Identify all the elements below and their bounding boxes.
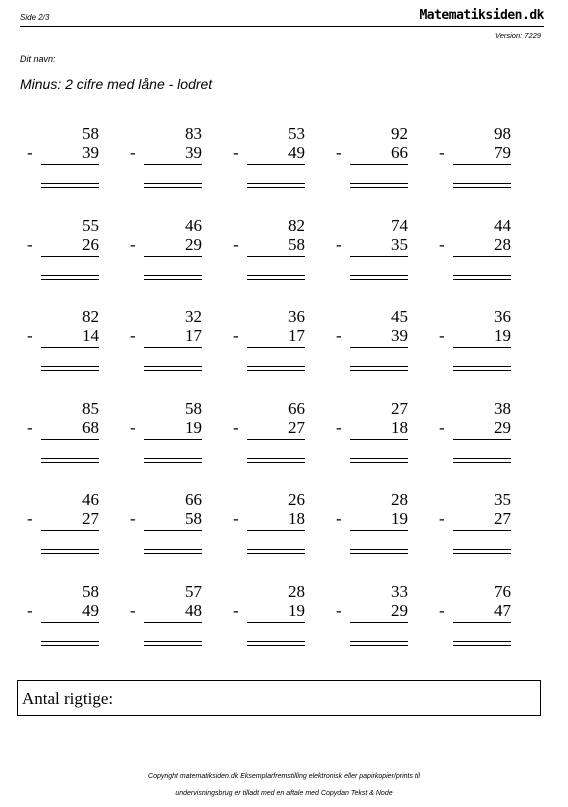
operation-line bbox=[453, 439, 511, 440]
minuend: 82 bbox=[82, 307, 99, 326]
subtrahend: 66 bbox=[391, 143, 408, 162]
operation-line bbox=[350, 164, 408, 165]
copyright-line-1: Copyright matematiksiden.dk Eksemplarfremstilling elektronisk eller papirkopier/prints til bbox=[148, 773, 420, 780]
subtrahend: 35 bbox=[391, 234, 408, 254]
minus-sign: - bbox=[233, 234, 239, 254]
answer-double-line[interactable] bbox=[350, 366, 408, 371]
minuend: 32 bbox=[185, 307, 202, 326]
minus-sign: - bbox=[439, 234, 445, 254]
answer-double-line[interactable] bbox=[453, 275, 511, 280]
minuend: 27 bbox=[391, 398, 408, 418]
answer-double-line[interactable] bbox=[144, 458, 202, 463]
minus-sign: - bbox=[130, 509, 136, 528]
subtraction-problem bbox=[439, 307, 519, 377]
minus-sign: - bbox=[336, 326, 342, 345]
minuend: 28 bbox=[288, 581, 305, 601]
minuend: 58 bbox=[82, 124, 99, 143]
operation-line bbox=[350, 347, 408, 348]
minuend: 26 bbox=[288, 490, 305, 509]
subtrahend: 47 bbox=[494, 600, 511, 620]
subtraction-problem bbox=[233, 582, 313, 652]
answer-double-line[interactable] bbox=[453, 366, 511, 371]
name-label: Dit navn: bbox=[20, 54, 56, 64]
answer-double-line[interactable] bbox=[453, 641, 511, 646]
subtraction-problem bbox=[233, 216, 313, 286]
operation-line bbox=[247, 439, 305, 440]
header-rule bbox=[20, 26, 544, 27]
minuend: 36 bbox=[494, 307, 511, 326]
subtraction-problem bbox=[27, 216, 107, 286]
operation-line bbox=[247, 164, 305, 165]
operation-line bbox=[41, 256, 99, 257]
minuend: 38 bbox=[494, 398, 511, 418]
answer-double-line[interactable] bbox=[41, 183, 99, 188]
subtraction-problem bbox=[336, 399, 416, 469]
subtrahend: 49 bbox=[288, 143, 305, 162]
subtraction-problem bbox=[130, 124, 210, 194]
subtraction-problem bbox=[336, 490, 416, 560]
operation-line bbox=[350, 622, 408, 623]
minus-sign: - bbox=[233, 143, 239, 162]
subtrahend: 29 bbox=[185, 234, 202, 254]
subtrahend: 27 bbox=[288, 417, 305, 437]
operation-line bbox=[453, 530, 511, 531]
answer-double-line[interactable] bbox=[247, 458, 305, 463]
operation-line bbox=[453, 347, 511, 348]
minus-sign: - bbox=[27, 600, 33, 620]
operation-line bbox=[247, 622, 305, 623]
minuend: 36 bbox=[288, 307, 305, 326]
operation-line bbox=[41, 347, 99, 348]
minus-sign: - bbox=[27, 326, 33, 345]
answer-double-line[interactable] bbox=[350, 641, 408, 646]
minus-sign: - bbox=[439, 326, 445, 345]
operation-line bbox=[144, 530, 202, 531]
subtraction-problem bbox=[27, 399, 107, 469]
minus-sign: - bbox=[336, 600, 342, 620]
subtraction-problem bbox=[130, 216, 210, 286]
subtraction-problem bbox=[439, 399, 519, 469]
subtrahend: 17 bbox=[288, 326, 305, 345]
minus-sign: - bbox=[27, 234, 33, 254]
operation-line bbox=[144, 622, 202, 623]
subtraction-problem bbox=[130, 490, 210, 560]
answer-double-line[interactable] bbox=[453, 183, 511, 188]
minuend: 98 bbox=[494, 124, 511, 143]
copyright-footer bbox=[0, 768, 568, 802]
minus-sign: - bbox=[439, 509, 445, 528]
minus-sign: - bbox=[439, 600, 445, 620]
subtrahend: 18 bbox=[391, 417, 408, 437]
minuend: 46 bbox=[185, 215, 202, 235]
answer-double-line[interactable] bbox=[453, 549, 511, 554]
answer-double-line[interactable] bbox=[41, 366, 99, 371]
operation-line bbox=[41, 439, 99, 440]
answer-double-line[interactable] bbox=[453, 458, 511, 463]
minuend: 53 bbox=[288, 124, 305, 143]
worksheet-title: Minus: 2 cifre med låne - lodret bbox=[20, 76, 213, 92]
operation-line bbox=[247, 347, 305, 348]
minuend: 57 bbox=[185, 581, 202, 601]
subtrahend: 27 bbox=[82, 509, 99, 528]
minuend: 58 bbox=[82, 581, 99, 601]
subtrahend: 19 bbox=[288, 600, 305, 620]
minuend: 66 bbox=[185, 490, 202, 509]
minuend: 33 bbox=[391, 581, 408, 601]
page-number: Side 2/3 bbox=[20, 13, 50, 22]
subtrahend: 48 bbox=[185, 600, 202, 620]
subtrahend: 27 bbox=[494, 509, 511, 528]
minuend: 92 bbox=[391, 124, 408, 143]
answer-double-line[interactable] bbox=[41, 275, 99, 280]
subtraction-problem bbox=[233, 490, 313, 560]
subtraction-problem bbox=[130, 399, 210, 469]
subtrahend: 39 bbox=[185, 143, 202, 162]
subtraction-problem bbox=[27, 490, 107, 560]
operation-line bbox=[144, 164, 202, 165]
operation-line bbox=[41, 530, 99, 531]
minus-sign: - bbox=[130, 600, 136, 620]
minus-sign: - bbox=[233, 509, 239, 528]
minuend: 66 bbox=[288, 398, 305, 418]
version-label: Version: 7229 bbox=[494, 31, 541, 40]
minuend: 85 bbox=[82, 398, 99, 418]
answer-double-line[interactable] bbox=[144, 641, 202, 646]
operation-line bbox=[41, 622, 99, 623]
answer-double-line[interactable] bbox=[350, 458, 408, 463]
answer-double-line[interactable] bbox=[247, 275, 305, 280]
minus-sign: - bbox=[27, 417, 33, 437]
answer-double-line[interactable] bbox=[247, 183, 305, 188]
subtrahend: 68 bbox=[82, 417, 99, 437]
minuend: 45 bbox=[391, 307, 408, 326]
minuend: 83 bbox=[185, 124, 202, 143]
subtraction-problem bbox=[336, 307, 416, 377]
subtrahend: 39 bbox=[391, 326, 408, 345]
minus-sign: - bbox=[439, 143, 445, 162]
answer-double-line[interactable] bbox=[350, 183, 408, 188]
subtrahend: 39 bbox=[82, 143, 99, 162]
minus-sign: - bbox=[130, 143, 136, 162]
answer-double-line[interactable] bbox=[144, 366, 202, 371]
minus-sign: - bbox=[233, 417, 239, 437]
minuend: 46 bbox=[82, 490, 99, 509]
subtraction-problem bbox=[27, 582, 107, 652]
minus-sign: - bbox=[336, 509, 342, 528]
subtraction-problem bbox=[336, 582, 416, 652]
subtrahend: 19 bbox=[391, 509, 408, 528]
minuend: 28 bbox=[391, 490, 408, 509]
subtraction-problem bbox=[439, 490, 519, 560]
subtraction-problem bbox=[130, 582, 210, 652]
subtraction-problem bbox=[336, 216, 416, 286]
subtraction-problem bbox=[233, 399, 313, 469]
subtrahend: 14 bbox=[82, 326, 99, 345]
subtraction-problem bbox=[27, 124, 107, 194]
answer-double-line[interactable] bbox=[144, 275, 202, 280]
minus-sign: - bbox=[336, 234, 342, 254]
operation-line bbox=[144, 256, 202, 257]
subtrahend: 29 bbox=[391, 600, 408, 620]
subtrahend: 17 bbox=[185, 326, 202, 345]
subtrahend: 19 bbox=[185, 417, 202, 437]
minus-sign: - bbox=[439, 417, 445, 437]
operation-line bbox=[453, 164, 511, 165]
minus-sign: - bbox=[130, 417, 136, 437]
minus-sign: - bbox=[233, 600, 239, 620]
answer-double-line[interactable] bbox=[247, 366, 305, 371]
score-box bbox=[17, 680, 541, 716]
operation-line bbox=[350, 530, 408, 531]
minus-sign: - bbox=[336, 417, 342, 437]
subtrahend: 18 bbox=[288, 509, 305, 528]
minus-sign: - bbox=[27, 509, 33, 528]
subtrahend: 28 bbox=[494, 234, 511, 254]
minuend: 74 bbox=[391, 215, 408, 235]
subtrahend: 26 bbox=[82, 234, 99, 254]
answer-double-line[interactable] bbox=[350, 549, 408, 554]
minus-sign: - bbox=[336, 143, 342, 162]
subtraction-problem bbox=[130, 307, 210, 377]
subtraction-problem bbox=[233, 307, 313, 377]
copyright-line-2: undervisningsbrug er tilladt med en aftale med Copydan Tekst & Node bbox=[175, 790, 393, 797]
minus-sign: - bbox=[233, 326, 239, 345]
answer-double-line[interactable] bbox=[41, 549, 99, 554]
answer-double-line[interactable] bbox=[41, 641, 99, 646]
subtraction-problem bbox=[439, 216, 519, 286]
answer-double-line[interactable] bbox=[247, 641, 305, 646]
operation-line bbox=[350, 256, 408, 257]
minuend: 35 bbox=[494, 490, 511, 509]
answer-double-line[interactable] bbox=[350, 275, 408, 280]
operation-line bbox=[247, 530, 305, 531]
operation-line bbox=[247, 256, 305, 257]
subtrahend: 49 bbox=[82, 600, 99, 620]
operation-line bbox=[453, 622, 511, 623]
minuend: 82 bbox=[288, 215, 305, 235]
subtrahend: 79 bbox=[494, 143, 511, 162]
minus-sign: - bbox=[27, 143, 33, 162]
minuend: 58 bbox=[185, 398, 202, 418]
subtraction-problem bbox=[439, 124, 519, 194]
answer-double-line[interactable] bbox=[247, 549, 305, 554]
subtraction-problem bbox=[27, 307, 107, 377]
operation-line bbox=[144, 439, 202, 440]
subtrahend: 19 bbox=[494, 326, 511, 345]
operation-line bbox=[453, 256, 511, 257]
answer-double-line[interactable] bbox=[144, 549, 202, 554]
subtrahend: 58 bbox=[288, 234, 305, 254]
subtraction-problem bbox=[439, 582, 519, 652]
minus-sign: - bbox=[130, 234, 136, 254]
subtrahend: 58 bbox=[185, 509, 202, 528]
operation-line bbox=[41, 164, 99, 165]
minuend: 55 bbox=[82, 215, 99, 235]
score-label: Antal rigtige: bbox=[22, 689, 114, 708]
operation-line bbox=[144, 347, 202, 348]
minuend: 76 bbox=[494, 581, 511, 601]
answer-double-line[interactable] bbox=[41, 458, 99, 463]
subtraction-problem bbox=[233, 124, 313, 194]
minuend: 44 bbox=[494, 215, 511, 235]
operation-line bbox=[350, 439, 408, 440]
subtraction-problem bbox=[336, 124, 416, 194]
answer-double-line[interactable] bbox=[144, 183, 202, 188]
site-logo: Matematiksiden.dk bbox=[419, 8, 544, 23]
minus-sign: - bbox=[130, 326, 136, 345]
subtrahend: 29 bbox=[494, 417, 511, 437]
